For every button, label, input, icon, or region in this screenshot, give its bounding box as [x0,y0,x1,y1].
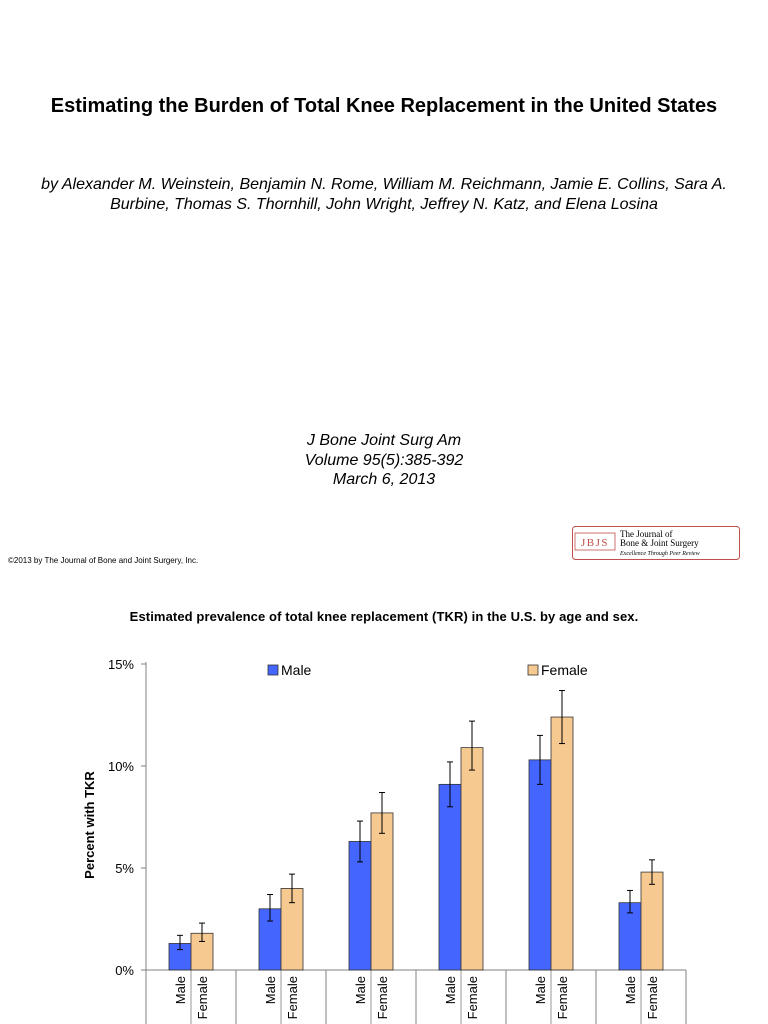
bar-female-6 [641,872,663,970]
legend-swatch-male [268,665,278,675]
jbjs-abbrev: JBJS [580,537,610,549]
x-category-label: Male [263,976,278,1005]
figure-caption: Estimated prevalence of total knee replacement (TKR) in the U.S. by age and sex. [129,609,639,624]
x-category-label: Male [623,976,638,1005]
copyright-notice: ©2013 by The Journal of Bone and Joint Surgery, Inc. [8,556,199,565]
y-tick-label: 15% [107,657,134,672]
jbjs-logo [572,526,740,560]
bar-female-3 [371,813,393,970]
jbjs-tagline: Excellence Through Peer Review [620,551,700,557]
legend-label-female: Female [541,662,588,678]
bar-male-5 [529,760,551,970]
legend-label-male: Male [281,662,312,678]
prevalence-chart [0,640,768,1024]
x-category-label: Female [645,976,660,1020]
x-category-label: Male [353,976,368,1005]
jbjs-line2: Bone & Joint Surgery [620,538,699,548]
x-category-label: Female [555,976,570,1020]
y-tick-label: 0% [115,963,134,978]
journal-volume: Volume 95(5):385-392 [304,451,464,469]
bar-female-4 [461,748,483,970]
journal-name: J Bone Joint Surg Am [306,432,462,449]
y-tick-label: 5% [115,861,134,876]
y-tick-label: 10% [107,759,134,774]
bar-male-4 [439,784,461,970]
legend-swatch-female [528,665,538,675]
x-category-label: Female [285,976,300,1020]
paper-authors: by Alexander M. Weinstein, Benjamin N. Rome, William M. Reichmann, Jamie E. Collins, Sara A. Burbine, Thomas S. Thornhill, John Wright, Jeffrey N. Katz, and Elena Losina [41,176,727,213]
chart-legend [268,662,588,678]
x-category-label: Female [195,976,210,1020]
citation-block [200,431,568,490]
bar-female-5 [551,717,573,970]
x-category-label: Female [465,976,480,1020]
paper-title: Estimating the Burden of Total Knee Replacement in the United States [50,95,718,117]
x-category-label: Female [375,976,390,1020]
x-category-label: Male [443,976,458,1005]
x-category-label: Male [533,976,548,1005]
y-axis-label: Percent with TKR [82,771,97,879]
publication-date: March 6, 2013 [332,471,436,488]
x-category-label: Male [173,976,188,1005]
jbjs-line1: The Journal of [620,529,673,539]
